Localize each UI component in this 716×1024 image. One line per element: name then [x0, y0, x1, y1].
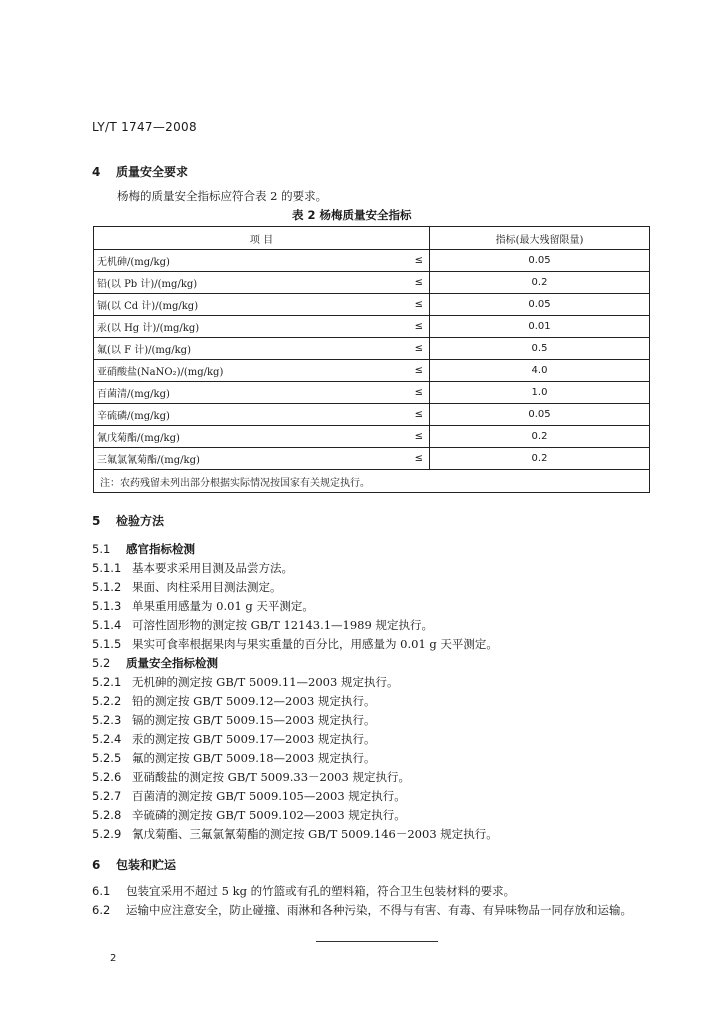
clause-5-2-2	[92, 693, 375, 709]
clause-number: 6.1	[92, 884, 111, 898]
clause-5-2-4	[92, 731, 375, 747]
section-6-heading	[92, 856, 176, 873]
row-comparator: ≤	[393, 250, 430, 272]
clause-5-1-4	[92, 617, 433, 633]
clause-text: 基本要求采用目测及品尝方法。	[132, 561, 293, 575]
clause-text: 果实可食率根据果肉与果实重量的百分比，用感量为 0.01 g 天平测定。	[132, 637, 498, 651]
clause-number: 6.2	[92, 903, 111, 917]
row-value: 0.05	[430, 294, 650, 316]
table-row	[94, 382, 650, 404]
row-value: 4.0	[430, 360, 650, 382]
clause-number: 5.1.1	[92, 561, 122, 575]
clause-text: 汞的测定按 GB/T 5009.17—2003 规定执行。	[132, 732, 376, 746]
clause-number: 5.2.7	[92, 789, 122, 803]
row-item: 亚硝酸盐(NaNO₂)/(mg/kg)	[94, 360, 394, 382]
clause-text: 包装宜采用不超过 5 kg 的竹篮或有孔的塑料箱，符合卫生包装材料的要求。	[126, 884, 516, 898]
clause-text: 可溶性固形物的测定按 GB/T 12143.1—1989 规定执行。	[132, 618, 433, 632]
table-note-row	[94, 470, 650, 493]
clause-6-1	[92, 883, 515, 899]
row-comparator: ≤	[393, 360, 430, 382]
clause-text: 辛硫磷的测定按 GB/T 5009.102—2003 规定执行。	[132, 808, 406, 822]
row-comparator: ≤	[393, 448, 430, 470]
row-value: 0.05	[430, 404, 650, 426]
clause-number: 5.1.4	[92, 618, 122, 632]
table-row	[94, 360, 650, 382]
clause-text: 果面、肉柱采用目测法测定。	[132, 580, 282, 594]
row-item: 三氟氯氰菊酯/(mg/kg)	[94, 448, 394, 470]
clause-text: 无机砷的测定按 GB/T 5009.11—2003 规定执行。	[132, 675, 399, 689]
row-item: 镉(以 Cd 计)/(mg/kg)	[94, 294, 394, 316]
row-value: 0.2	[430, 426, 650, 448]
row-comparator: ≤	[393, 316, 430, 338]
clause-5-1-3	[92, 598, 314, 614]
clause-5-1-1	[92, 560, 293, 576]
clause-title: 感官指标检测	[126, 542, 195, 556]
table-caption: 表 2 杨梅质量安全指标	[292, 208, 412, 222]
clause-number: 5.2.8	[92, 808, 122, 822]
table-row	[94, 404, 650, 426]
table-row	[94, 338, 650, 360]
table-header-row	[94, 227, 650, 250]
row-comparator: ≤	[393, 382, 430, 404]
row-value: 0.05	[430, 250, 650, 272]
standard-code: LY/T 1747—2008	[92, 120, 197, 134]
clause-number: 5.2.3	[92, 713, 122, 727]
clause-number: 5.2.9	[92, 827, 122, 841]
clause-5-2-8	[92, 807, 406, 823]
row-item: 氰戊菊酯/(mg/kg)	[94, 426, 394, 448]
section-4-intro: 杨梅的质量安全指标应符合表 2 的要求。	[117, 189, 328, 203]
clause-5-2-6	[92, 769, 410, 785]
row-value: 0.5	[430, 338, 650, 360]
row-value: 1.0	[430, 382, 650, 404]
clause-number: 5.1.5	[92, 637, 122, 651]
clause-text: 运输中应注意安全，防止碰撞、雨淋和各种污染，不得与有害、有毒、有异味物品一同存放和运输。	[126, 903, 632, 917]
table-row	[94, 316, 650, 338]
table-row	[94, 250, 650, 272]
row-item: 百菌清/(mg/kg)	[94, 382, 394, 404]
column-header-value: 指标(最大残留限量)	[430, 227, 650, 250]
table-row	[94, 272, 650, 294]
column-header-item: 项 目	[94, 227, 430, 250]
clause-text: 镉的测定按 GB/T 5009.15—2003 规定执行。	[132, 713, 376, 727]
clause-number: 5.2.1	[92, 675, 122, 689]
row-item: 汞(以 Hg 计)/(mg/kg)	[94, 316, 394, 338]
row-comparator: ≤	[393, 272, 430, 294]
clause-5-2-heading	[92, 655, 218, 671]
row-comparator: ≤	[393, 426, 430, 448]
clause-5-2-9	[92, 826, 498, 842]
clause-6-2	[92, 902, 632, 918]
section-5-number: 5	[92, 514, 101, 528]
table-row	[94, 426, 650, 448]
section-6-title: 包装和贮运	[116, 858, 177, 872]
clause-text: 铅的测定按 GB/T 5009.12—2003 规定执行。	[132, 694, 376, 708]
clause-5-1-5	[92, 636, 498, 652]
quality-safety-table	[93, 226, 650, 493]
row-item: 铅(以 Pb 计)/(mg/kg)	[94, 272, 394, 294]
clause-text: 氰戊菊酯、三氟氯氰菊酯的测定按 GB/T 5009.146－2003 规定执行。	[132, 827, 498, 841]
section-5-heading	[92, 512, 164, 529]
section-6-number: 6	[92, 858, 101, 872]
row-item: 无机砷/(mg/kg)	[94, 250, 394, 272]
table-row	[94, 294, 650, 316]
clause-number: 5.1	[92, 542, 111, 556]
section-5-title: 检验方法	[116, 514, 165, 528]
clause-text: 单果重用感量为 0.01 g 天平测定。	[132, 599, 314, 613]
row-value: 0.2	[430, 272, 650, 294]
section-4-number: 4	[92, 165, 101, 179]
clause-number: 5.1.3	[92, 599, 122, 613]
section-4-title: 质量安全要求	[116, 165, 189, 179]
row-item: 辛硫磷/(mg/kg)	[94, 404, 394, 426]
row-comparator: ≤	[393, 404, 430, 426]
clause-text: 百菌清的测定按 GB/T 5009.105—2003 规定执行。	[132, 789, 406, 803]
end-rule	[316, 941, 438, 942]
clause-5-2-3	[92, 712, 375, 728]
clause-5-1-2	[92, 579, 282, 595]
clause-text: 亚硝酸盐的测定按 GB/T 5009.33－2003 规定执行。	[132, 770, 410, 784]
row-comparator: ≤	[393, 294, 430, 316]
clause-title: 质量安全指标检测	[126, 656, 218, 670]
clause-number: 5.1.2	[92, 580, 122, 594]
table-note: 注：农药残留未列出部分根据实际情况按国家有关规定执行。	[94, 470, 650, 493]
section-4-heading	[92, 163, 188, 180]
page-number: 2	[110, 953, 117, 964]
clause-text: 氟的测定按 GB/T 5009.18—2003 规定执行。	[132, 751, 376, 765]
clause-number: 5.2.5	[92, 751, 122, 765]
clause-number: 5.2	[92, 656, 111, 670]
row-value: 0.01	[430, 316, 650, 338]
row-comparator: ≤	[393, 338, 430, 360]
clause-5-2-7	[92, 788, 406, 804]
clause-number: 5.2.2	[92, 694, 122, 708]
clause-number: 5.2.6	[92, 770, 122, 784]
clause-number: 5.2.4	[92, 732, 122, 746]
clause-5-2-5	[92, 750, 375, 766]
row-value: 0.2	[430, 448, 650, 470]
clause-5-1-heading	[92, 541, 195, 557]
table-row	[94, 448, 650, 470]
clause-5-2-1	[92, 674, 398, 690]
row-item: 氟(以 F 计)/(mg/kg)	[94, 338, 394, 360]
